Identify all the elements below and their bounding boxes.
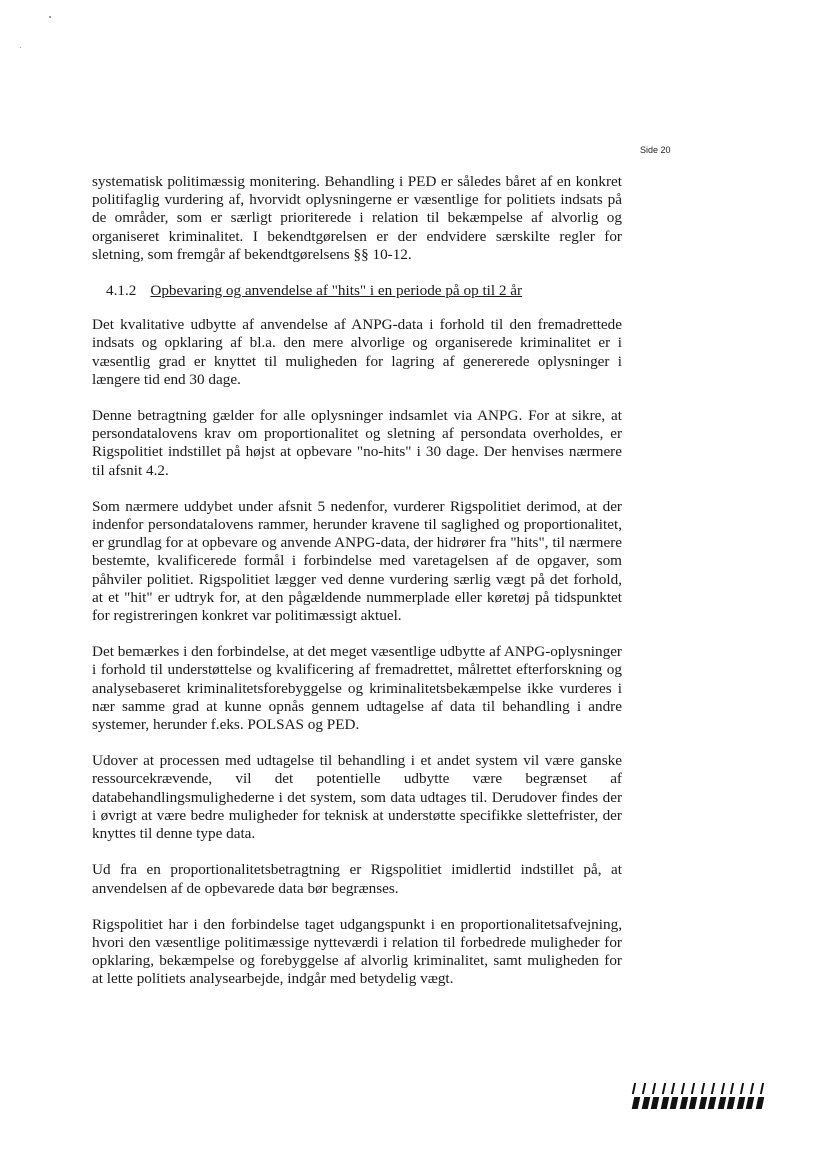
scan-speck xyxy=(49,16,51,18)
paragraph: Udover at processen med udtagelse til behandling i et andet system vil være ganske ressourcekrævende, vil det potentielle udbytte være begrænset af databehandlingsmulighederne i det system, som data udtages til. Derudover findes der i øvrigt at være bedre muligheder for teknisk at understøtte specifikke slettefrister, der knyttes til denne type data. xyxy=(92,752,622,843)
section-heading xyxy=(92,282,622,300)
scan-speck xyxy=(20,47,21,48)
paragraph: Denne betragtning gælder for alle oplysninger indsamlet via ANPG. For at sikre, at persondatalovens krav om proportionalitet og sletning af persondata overholdes, er Rigspolitiet indstillet på højst at opbevare "no-hits" i 30 dage. Der henvises nærmere til afsnit 4.2. xyxy=(92,407,622,479)
paragraph: Som nærmere uddybet under afsnit 5 nedenfor, vurderer Rigspolitiet derimod, at der indenfor persondatalovens rammer, herunder kravene til saglighed og proportionalitet, er grundlag for at opbevare og anvende ANPG-data, der hidrører fra "hits", til nærmere bestemte, kvalificerede formål i forbindelse med varetagelsen af de opgaver, som påhviler politiet. Rigspolitiet lægger ved denne vurdering særlig vægt på det forhold, at et "hit" er udtryk for, at den pågældende nummerplade eller køretøj på tidspunktet for registreringen konkret var politimæssigt aktuel. xyxy=(92,497,622,625)
section-title: Opbevaring og anvendelse af "hits" i en periode på op til 2 år xyxy=(150,282,523,300)
barcode-row-heavy xyxy=(633,1097,763,1109)
paragraph: Det kvalitative udbytte af anvendelse af ANPG-data i forhold til den fremadrettede indsats og opklaring af bl.a. den mere alvorlige og organiserede kriminalitet er i væsentlig grad er knyttet til muligheden for lagring af genererede oplysninger i længere tid end 30 dage. xyxy=(92,316,622,388)
barcode-mark xyxy=(633,1083,763,1112)
barcode-row-thin xyxy=(633,1083,763,1094)
paragraph: Det bemærkes i den forbindelse, at det meget væsentlige udbytte af ANPG-oplysninger i forhold til understøttelse og kvalificering af fremadrettet, målrettet efterforskning og analysebaseret kriminalitetsforebyggelse og kriminalitetsbekæmpelse ikke vurderes i nær samme grad at kunne opnås gennem udtagelse af data til behandling i andre systemer, herunder f.eks. POLSAS og PED. xyxy=(92,643,622,734)
section-number: 4.1.2 xyxy=(106,282,137,300)
paragraph: systematisk politimæssig monitering. Behandling i PED er således båret af en konkret politifaglig vurdering af, hvorvidt oplysningerne er væsentlige for politiets indsats på de områder, som er særligt prioriterede i relation til bekæmpelse af alvorlig og organiseret kriminalitet. I bekendtgørelsen er der endvidere særskilte regler for sletning, som fremgår af bekendtgørelsens §§ 10-12. xyxy=(92,173,622,263)
paragraph: Ud fra en proportionalitetsbetragtning er Rigspolitiet imidlertid indstillet på, at anvendelsen af de opbevarede data bør begrænses. xyxy=(92,861,622,897)
page-number: Side 20 xyxy=(640,145,671,155)
paragraph: Rigspolitiet har i den forbindelse taget udgangspunkt i en proportionalitetsafvejning, hvori den væsentlige politimæssige nytteværdi i relation til forbedrede muligheder for opklaring, bekæmpelse og forebyggelse af alvorlig kriminalitet, samt muligheden for at lette politiets analysearbejde, indgår med betydelig vægt. xyxy=(92,915,622,988)
document-body xyxy=(92,173,622,1007)
